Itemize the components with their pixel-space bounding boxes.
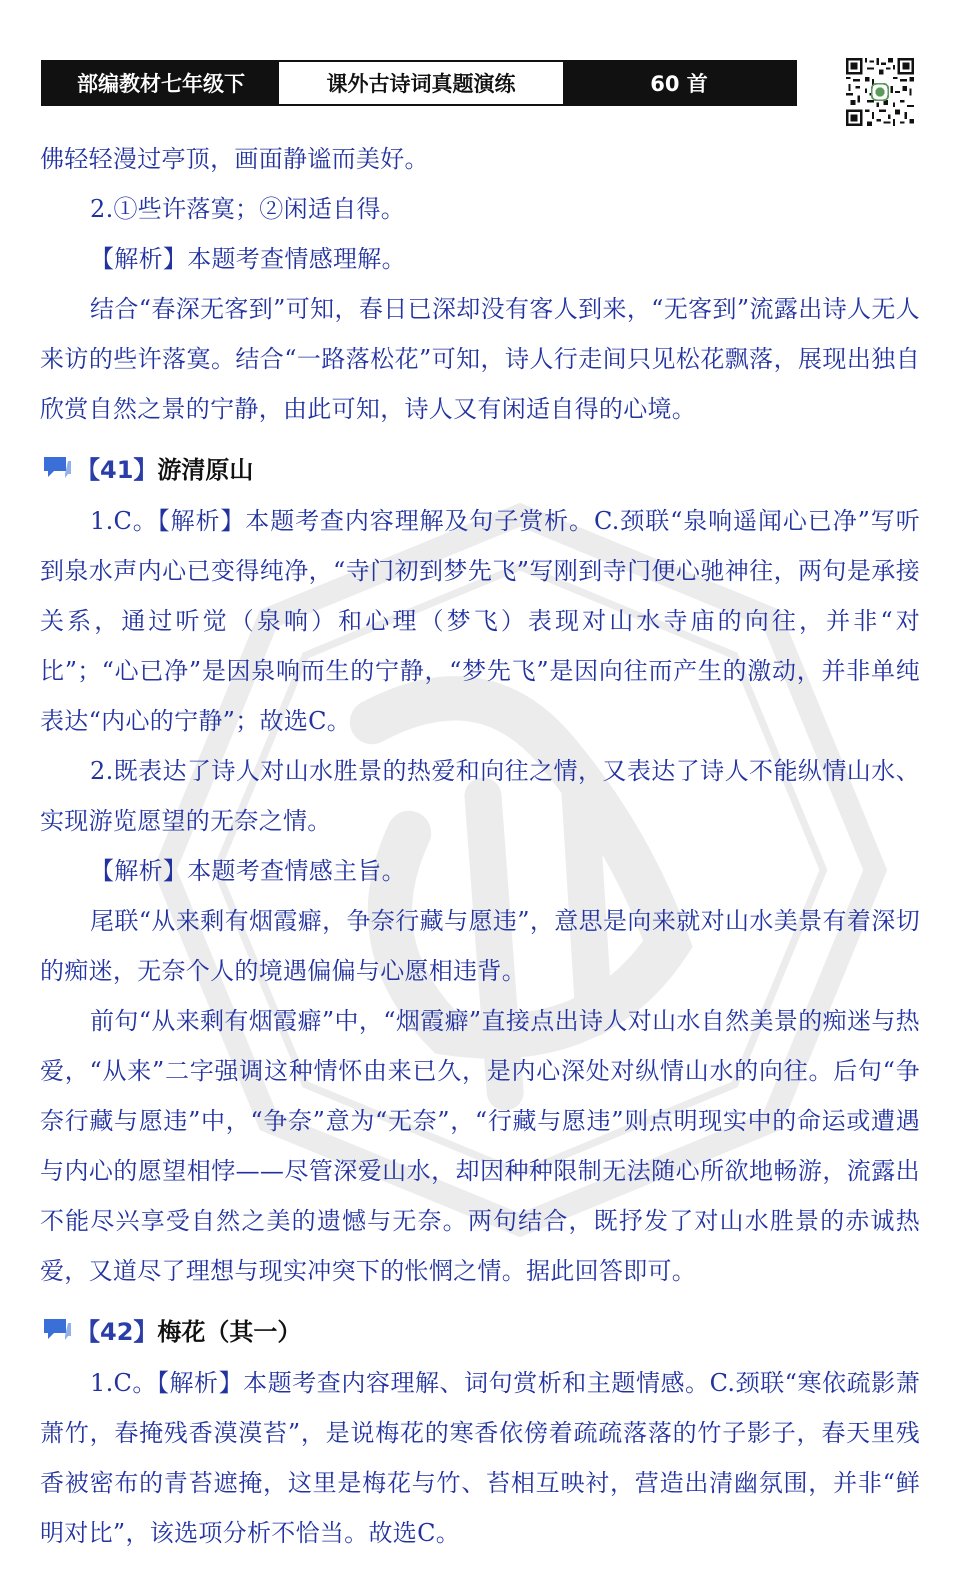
answer-paragraph: 2.既表达了诗人对山水胜景的热爱和向往之情，又表达了诗人不能纵情山水、实现游览愿望的无奈之情。	[40, 757, 920, 835]
section-heading-41	[40, 436, 920, 498]
section-number: 【41】	[76, 455, 158, 484]
section-heading-42	[40, 1298, 920, 1360]
qr-code-icon	[846, 58, 914, 126]
continuation-paragraph: 佛轻轻漫过亭顶，画面静谧而美好。	[40, 145, 429, 173]
section-title: 梅花（其一）	[157, 1317, 302, 1346]
analysis-heading: 【解析】本题考查情感理解。	[90, 245, 406, 273]
answer-paragraph: 1.C。【解析】本题考查内容理解及句子赏析。C.颈联“泉响遥闻心已净”写听到泉水声内心已变得纯净，“寺门初到梦先飞”写刚到寺门便心驰神往，两句是承接关系，通过听觉（泉响）和心理（梦飞）表现对山水寺庙的向往，并非“对比”；“心已净”是因泉响而生的宁静，“梦先飞”是因向往而产生的激动，并非单纯表达“内心的宁静”；故选C。	[40, 507, 920, 735]
answer-paragraph: 1.C。【解析】本题考查内容理解、词句赏析和主题情感。C.颈联“寒依疏影萧萧竹，春掩残香漠漠苔”，是说梅花的寒香依傍着疏疏落落的竹子影子，春天里残香被密布的青苔遮掩，这里是梅花与竹、苔相互映衬，营造出清幽氛围，并非“鲜明对比”，该选项分析不恰当。故选C。	[40, 1369, 920, 1547]
speech-bubble-icon	[42, 455, 72, 479]
analysis-heading: 【解析】本题考查情感主旨。	[90, 857, 406, 885]
analysis-paragraph: 结合“春深无客到”可知，春日已深却没有客人到来，“无客到”流露出诗人无人来访的些许落寞。结合“一路落松花”可知，诗人行走间只见松花飘落，展现出独自欣赏自然之景的宁静，由此可知，诗人又有闲适自得的心境。	[40, 295, 920, 423]
page-header	[41, 60, 797, 106]
section-number: 【42】	[76, 1317, 158, 1346]
analysis-paragraph: 前句“从来剩有烟霞癖”中，“烟霞癖”直接点出诗人对山水自然美景的痴迷与热爱，“从来”二字强调这种情怀由来已久，是内心深处对纵情山水的向往。后句“争奈行藏与愿违”中，“争奈”意为“无奈”，“行藏与愿违”则点明现实中的命运或遭遇与内心的愿望相悖——尽管深爱山水，却因种种限制无法随心所欲地畅游，流露出不能尽兴享受自然之美的遗憾与无奈。两句结合，既抒发了对山水胜景的赤诚热爱，又道尽了理想与现实冲突下的怅惘之情。据此回答即可。	[40, 1007, 920, 1285]
analysis-paragraph: 尾联“从来剩有烟霞癖，争奈行藏与愿违”，意思是向来就对山水美景有着深切的痴迷，无奈个人的境遇偏偏与心愿相违背。	[40, 907, 920, 985]
section-title: 游清原山	[157, 455, 254, 484]
header-grade: 部编教材七年级下	[43, 62, 279, 104]
answer-paragraph: 2.①些许落寞；②闲适自得。	[90, 195, 406, 223]
header-count: 60 首	[563, 62, 795, 104]
speech-bubble-icon	[42, 1317, 72, 1341]
document-body	[40, 134, 920, 1558]
header-title: 课外古诗词真题演练	[279, 62, 563, 104]
